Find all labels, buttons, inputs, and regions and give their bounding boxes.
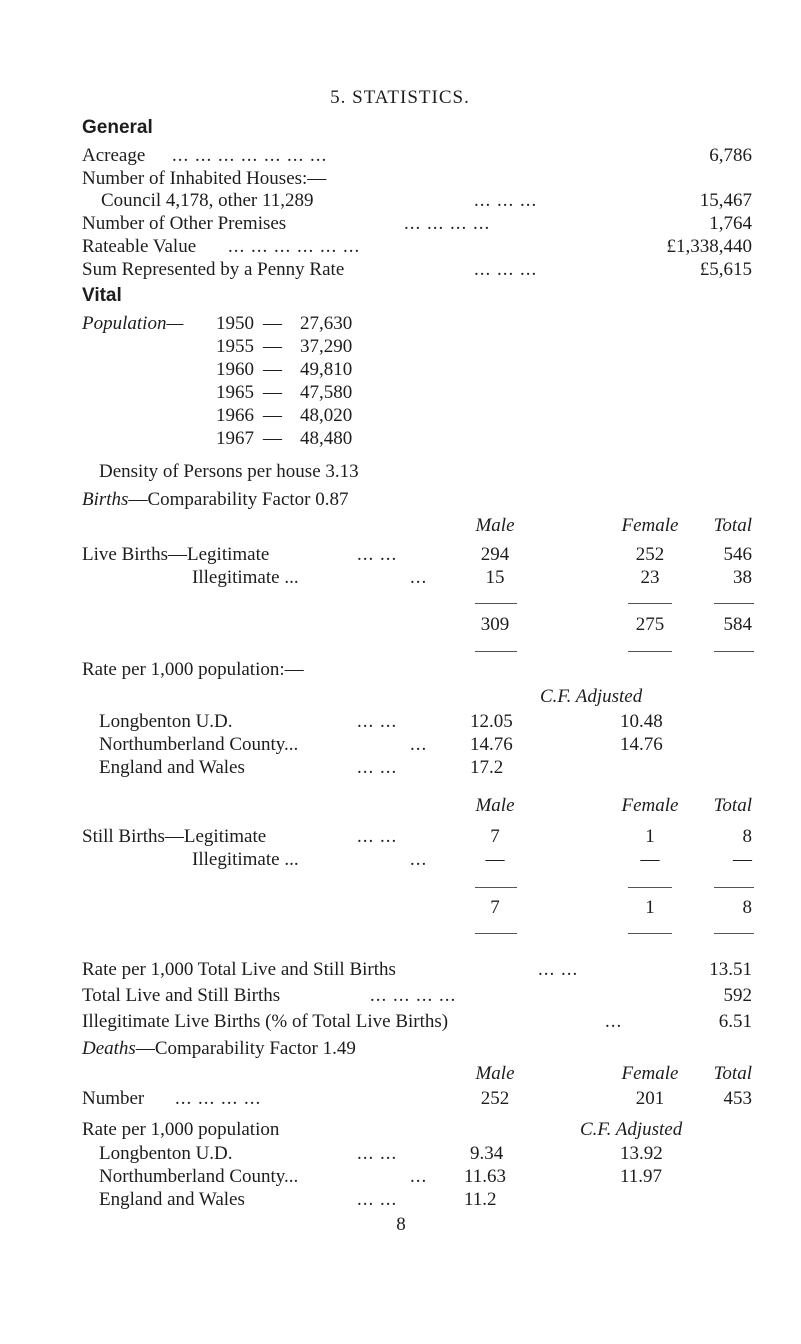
deaths-cf-adjusted: C.F. Adjusted [580,1119,683,1140]
divider [714,933,754,934]
council-houses-label: Council 4,178, other 11,289 [101,190,314,211]
births-factor: —Comparability Factor 0.87 [128,489,349,510]
still-total-header: Total [713,795,752,816]
births-cf-adjusted: C.F. Adjusted [540,686,643,707]
density-text: Density of Persons per house 3.13 [99,461,359,482]
still-rate-value: 13.51 [709,959,752,980]
general-heading: General [82,117,153,138]
births-rate-longbenton-crude: 12.05 [470,711,513,732]
population-year: 1965 [216,382,254,403]
live-illegit-male: 15 [485,567,505,588]
population-year: 1967 [216,428,254,449]
penny-rate-label: Sum Represented by a Penny Rate [82,259,345,280]
deaths-rate-england-label: England and Wales [99,1189,245,1210]
page-number: 8 [396,1214,406,1235]
births-female-header: Female [621,515,679,536]
penny-rate-dots: ... ... ... [474,259,538,280]
live-illegit-dots: ... [410,567,428,588]
population-value: 48,020 [300,405,353,426]
still-illegit-female: — [640,849,660,870]
population-dash: — [263,336,282,357]
live-legit-male: 294 [480,544,510,565]
births-male-header: Male [475,515,515,536]
council-houses-value: 15,467 [699,190,752,211]
divider [714,603,754,604]
deaths-number-label: Number [82,1088,145,1109]
divider [475,933,517,934]
live-illegit-female: 23 [640,567,660,588]
divider [475,603,517,604]
deaths-rate-england-crude: 11.2 [464,1189,497,1210]
inhabited-houses-label: Number of Inhabited Houses:— [82,168,327,189]
still-male-header: Male [475,795,515,816]
illegit-percent-dots: ... [605,1011,623,1032]
population-year: 1966 [216,405,254,426]
still-female-header: Female [621,795,679,816]
births-rate-longbenton-label: Longbenton U.D. [99,711,233,732]
still-legit-dots: ... ... [357,826,398,847]
rateable-value-value: £1,338,440 [666,236,752,257]
live-illegit-total: 38 [733,567,752,588]
live-total-male: 309 [480,614,510,635]
illegit-percent-value: 6.51 [718,1011,752,1032]
births-rate-label: Rate per 1,000 population:— [82,659,304,680]
births-label: Births [82,489,129,510]
population-year: 1960 [216,359,254,380]
other-premises-label: Number of Other Premises [82,213,287,234]
population-value: 37,290 [300,336,353,357]
still-legit-total: 8 [742,826,752,847]
deaths-rate-northumberland-crude: 11.63 [464,1166,507,1187]
divider [475,651,517,652]
deaths-female-header: Female [621,1063,679,1084]
population-value: 48,480 [300,428,353,449]
still-legit-label: Still Births—Legitimate [82,826,267,847]
divider [475,887,517,888]
live-legit-total: 546 [723,544,752,565]
population-year: 1955 [216,336,254,357]
still-total-total: 8 [742,897,752,918]
still-total-female: 1 [645,897,655,918]
deaths-label: Deaths [82,1038,136,1059]
deaths-rate-northumberland-adjusted: 11.97 [620,1166,663,1187]
acreage-dots: ... ... ... ... ... ... ... [172,145,328,166]
illegit-percent-label: Illegitimate Live Births (% of Total Live Births) [82,1011,449,1032]
births-rate-longbenton-dots: ... ... [357,711,398,732]
population-value: 47,580 [300,382,353,403]
deaths-rate-longbenton-crude: 9.34 [470,1143,504,1164]
population-dash: — [263,359,282,380]
divider [628,603,672,604]
population-label: Population— [82,313,184,334]
divider [628,933,672,934]
population-dash: — [263,313,282,334]
divider [628,887,672,888]
acreage-value: 6,786 [709,145,752,166]
live-total-female: 275 [635,614,665,635]
still-rate-label: Rate per 1,000 Total Live and Still Births [82,959,396,980]
still-illegit-dots: ... [410,849,428,870]
births-rate-longbenton-adjusted: 10.48 [620,711,663,732]
still-legit-female: 1 [645,826,655,847]
deaths-number-total: 453 [723,1088,752,1109]
deaths-factor: —Comparability Factor 1.49 [135,1038,356,1059]
still-rate-dots: ... ... [538,959,579,980]
still-illegit-male: — [485,849,505,870]
deaths-rate-longbenton-adjusted: 13.92 [620,1143,663,1164]
births-total-header: Total [713,515,752,536]
births-rate-northumberland-label: Northumberland County... [99,734,299,755]
live-total-total: 584 [723,614,752,635]
total-births-label: Total Live and Still Births [82,985,281,1006]
live-legit-label: Live Births—Legitimate [82,544,270,565]
still-illegit-label: Illegitimate ... [192,849,299,870]
other-premises-dots: ... ... ... ... [404,213,491,234]
births-rate-northumberland-crude: 14.76 [470,734,513,755]
penny-rate-value: £5,615 [699,259,752,280]
still-illegit-total: — [733,849,752,870]
council-houses-dots: ... ... ... [474,190,538,211]
population-dash: — [263,428,282,449]
page-title: 5. STATISTICS. [330,87,470,108]
rateable-value-label: Rateable Value [82,236,197,257]
births-rate-england-crude: 17.2 [470,757,504,778]
births-rate-england-label: England and Wales [99,757,245,778]
deaths-rate-longbenton-dots: ... ... [357,1143,398,1164]
births-rate-northumberland-dots: ... [410,734,428,755]
other-premises-value: 1,764 [709,213,752,234]
population-value: 49,810 [300,359,353,380]
population-value: 27,630 [300,313,353,334]
live-legit-female: 252 [635,544,665,565]
vital-heading: Vital [82,285,122,306]
deaths-rate-label: Rate per 1,000 population [82,1119,280,1140]
divider [714,887,754,888]
deaths-rate-england-dots: ... ... [357,1189,398,1210]
deaths-number-female: 201 [635,1088,665,1109]
acreage-label: Acreage [82,145,146,166]
divider [628,651,672,652]
deaths-number-dots: ... ... ... ... [175,1088,262,1109]
deaths-heading [82,1039,356,1058]
deaths-total-header: Total [713,1063,752,1084]
rateable-value-dots: ... ... ... ... ... ... [228,236,361,257]
deaths-number-male: 252 [480,1088,510,1109]
deaths-rate-northumberland-label: Northumberland County... [99,1166,299,1187]
live-legit-dots: ... ... [357,544,398,565]
population-dash: — [263,382,282,403]
divider [714,651,754,652]
deaths-rate-northumberland-dots: ... [410,1166,428,1187]
deaths-rate-longbenton-label: Longbenton U.D. [99,1143,233,1164]
total-births-dots: ... ... ... ... [370,985,457,1006]
births-rate-northumberland-adjusted: 14.76 [620,734,663,755]
births-heading [82,490,349,509]
population-dash: — [263,405,282,426]
still-total-male: 7 [490,897,500,918]
population-year: 1950 [216,313,254,334]
births-rate-england-dots: ... ... [357,757,398,778]
deaths-male-header: Male [475,1063,515,1084]
still-legit-male: 7 [490,826,500,847]
total-births-value: 592 [723,985,752,1006]
live-illegit-label: Illegitimate ... [192,567,299,588]
